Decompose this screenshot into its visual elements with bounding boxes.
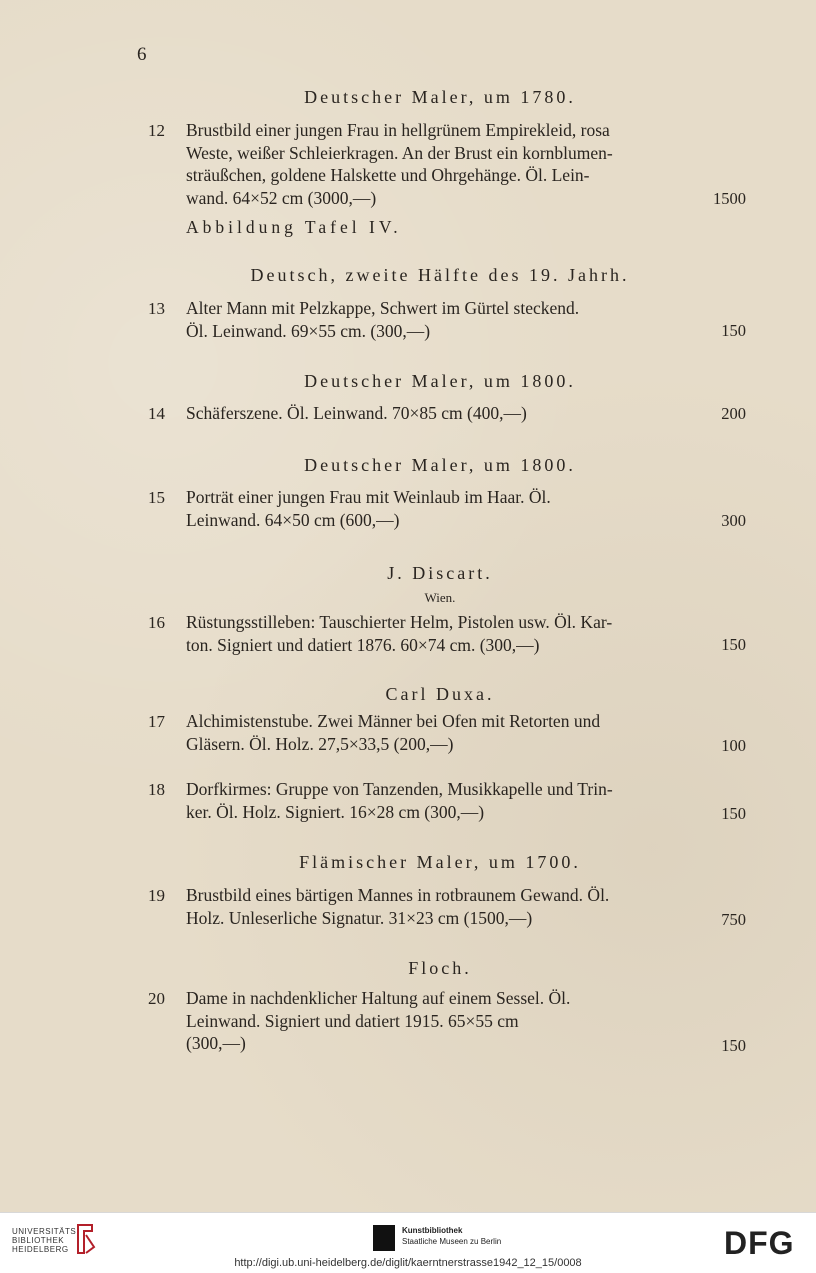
lot-number: 19 [148,886,165,905]
section-heading: J. Discart. [387,563,493,583]
lot-price: 150 [721,321,746,340]
lot-description: Schäferszene. Öl. Leinwand. 70×85 cm (400,—) [186,403,527,423]
section-heading: Floch. [408,958,472,978]
ub-heidelberg-logo-text[interactable]: UNIVERSITÄTS BIBLIOTHEK HEIDELBERG [12,1227,77,1254]
lot-number: 16 [148,613,165,632]
lot-price: 200 [721,404,746,423]
section-heading: Deutscher Maler, um 1800. [304,371,576,391]
lot-number: 20 [148,989,165,1008]
lot-description: Rüstungsstilleben: Tauschierter Helm, Pistolen usw. Öl. Kar- ton. Signiert und datiert 1876. 60×74 cm. (300,—) [186,612,613,655]
lot-description: Dorfkirmes: Gruppe von Tanzenden, Musikkapelle und Trin- ker. Öl. Holz. Signiert. 16×28 cm (300,—) [186,779,613,822]
lot-price: 1500 [713,189,746,208]
lot-number: 17 [148,712,165,731]
section-subheading: Wien. [424,590,456,605]
dfg-logo[interactable]: DFG [724,1225,795,1261]
ub-heidelberg-crest-icon[interactable] [74,1223,96,1255]
section-heading: Flämischer Maler, um 1700. [299,852,581,872]
section-heading: Carl Duxa. [385,684,495,704]
lot-description: Brustbild eines bärtigen Mannes in rotbraunem Gewand. Öl. Holz. Unleserliche Signatur. 31×23 cm (1500,—) [186,885,610,928]
lot-number: 15 [148,488,165,507]
lot-number: 12 [148,121,165,140]
kunstbibliothek-label[interactable]: Kunstbibliothek Staatliche Museen zu Berlin [402,1226,502,1246]
lot-description: Porträt einer jungen Frau mit Weinlaub im Haar. Öl. Leinwand. 64×50 cm (600,—) [186,487,551,530]
kunstbibliothek-logo-icon[interactable] [373,1225,395,1251]
lot-price: 100 [721,736,746,755]
lot-number: 13 [148,299,165,318]
lot-description: Brustbild einer jungen Frau in hellgrünem Empirekleid, rosa Weste, weißer Schleierkragen. An der Brust ein kornblumen- sträußchen, goldene Halskette und Ohrgehänge. Öl. Lein- wand. 64×52 cm (3000,—) [186,120,613,208]
lot-price: 150 [721,635,746,654]
lot-number: 18 [148,780,165,799]
section-heading: Deutsch, zweite Hälfte des 19. Jahrh. [250,265,630,285]
section-heading: Deutscher Maler, um 1800. [304,455,576,475]
permalink-url[interactable]: http://digi.ub.uni-heidelberg.de/diglit/kaerntnerstrasse1942_12_15/0008 [234,1257,582,1269]
lot-price: 300 [721,511,746,530]
lot-number: 14 [148,404,165,423]
lot-description: Alchimistenstube. Zwei Männer bei Ofen mit Retorten und Gläsern. Öl. Holz. 27,5×33,5 (200,—) [186,711,601,754]
lot-description: Alter Mann mit Pelzkappe, Schwert im Gürtel steckend. Öl. Leinwand. 69×55 cm. (300,—) [186,298,580,341]
illustration-note: Abbildung Tafel IV. [186,217,402,237]
section-heading: Deutscher Maler, um 1780. [304,87,576,107]
viewer-footer [0,1212,816,1273]
lot-price: 150 [721,1036,746,1055]
page-number: 6 [137,44,147,65]
lot-price: 150 [721,804,746,823]
lot-price: 750 [721,910,746,929]
lot-description: Dame in nachdenklicher Haltung auf einem Sessel. Öl. Leinwand. Signiert und datiert 1915. 65×55 cm (300,—) [186,988,571,1053]
